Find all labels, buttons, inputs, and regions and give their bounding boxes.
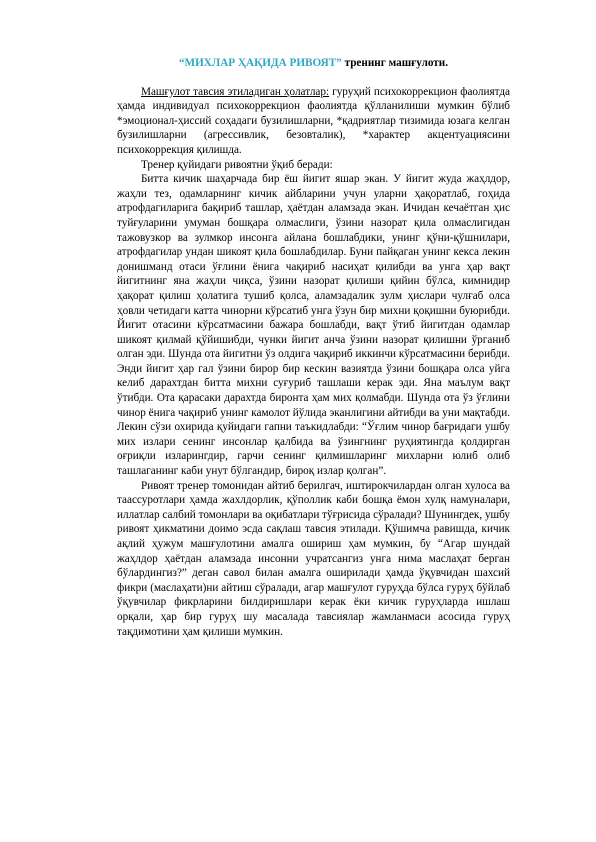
document-title [117,56,510,71]
document-page [117,56,510,639]
paragraph-conclusion: Ривоят тренер томонидан айтиб берилгач, иштирокчилардан олган хулоса ва таассуротлари ҳамда жахлдорлик, қўполлик каби бошқа ёмон хулқ намуналари, иллатлар салбий томонлари ва оқибатлари тўғрисида сўралади? Шунингдек, ушбу ривоят ҳикматини доимо эсда сақлаш тавсия этилади. Қўшимча равишда, кичик ақлий ҳужум машғулотини амалга ошириш ҳам мумкин, бу “Агар шундай жаҳлдор ҳаётдан аламзада инсонни учратсангиз унга нима маслаҳат берган бўлардингиз?” деган савол билан амалга оширилади ҳамда ўқувчидан шахсий фикри (маслаҳати)ни айтиш сўралади, агар машғулот гуруҳда бўлса гуруҳ бўйлаб ўқувчилар фикрларини билдиришлари керак ёки кичик гуруҳларда ишлаш орқали, ҳар бир гуруҳ шу масалада тавсиялар жамланмаси асосида гуруҳ тақдимотини ҳам қилиши мумкин. [117,479,511,638]
paragraph-intro: Тренер қуйидаги ривоятни ўқиб беради: [141,158,333,171]
paragraph-usage-text: гуруҳий психокоррекцион фаолиятда ҳамда индивидуал психокоррекцион фаолиятда қўлланилиши мумкин бўлиб *эмоционал-ҳиссий соҳадаги бузилишларни, *қадриятлар тизимида юзага келган бузилишларни (агрессивлик, безовталик), *характер акцентуациясини психокоррекция қилишда. [117,85,510,156]
paragraph-story: Битта кичик шаҳарчада бир ёш йигит яшар экан. У йигит жуда жаҳлдор, жаҳли тез, одамларнинг кичик айбларини учун уларни ҳақоратлаб, гоҳида атрофдагиларига бақириб ташлар, ҳаётдан аламзада экан. Ичидан кечаётган ҳис туйғуларини умуман бошқара олмаслиги, ўзини назорат қила олмаслигидан тажовузкор ва зулмкор инсонга айлана бошлабдики, унинг қўни-қўшнилари, атрофдагилар ундан шикоят қила бошлабдилар. Буни пайқаган унинг кекса лекин донишманд отаси ўғлини ёнига чақириб насиҳат қилибди ва унга ҳар вақт йигитнинг яна жаҳли чиқса, ўзини назорат қилиши қийин бўлса, кимнидир ҳақорат қилиш ҳолатига тушиб қолса, аламзадалик зулм ҳислари чулғаб олса ҳовли четидаги катта чинорни кўрсатиб унга ўзун бир михни қоқишни буюрибди. Йигит отасини кўрсатмасини бажара бошлабди, вақт ўтиб йигитдан одамлар шикоят қилмай қўйишибди, чунки йигит анча ўзини назорат қилишни ўрганиб олган эди. Шунда ота йигитни ўз олдига чақириб иккинчи кўрсатмасини берибди. Энди йигит ҳар гал ўзини бирор бир кескин вазиятда ўзини бошқара олса уйга келиб дарахтдан битта михни суғуриб ташлаши керак эди. Яна маълум вақт ўтибди. Ота қарасаки дарахтда биронта ҳам мих қолмабди. Шунда ота ўз ўғлини чинор ёнига чақириб унинг камолот йўлида эканлигини айтибди ва уни мақтабди. Лекин сўзи охирида қуйидаги гапни таъкидлабди: “Ўғлим чинор бағридаги ушбу мих излари сенинг инсонлар қалбида ва ўзингнинг руҳиятингда қолдирган оғриқли изларингдир, гарчи сенинг қилмишларинг михларни юлиб олиб ташлаганинг каби унут бўлгандир, бироқ излар қолган”. [117,173,510,478]
title-rest: тренинг машғулоти. [341,57,449,69]
paragraph-usage [117,85,510,158]
paragraph-usage-lead: Машғулот тавсия этиладиган ҳолатлар: [141,85,330,98]
title-highlight: “МИХЛАР ҲАҚИДА РИВОЯТ” [178,57,342,69]
